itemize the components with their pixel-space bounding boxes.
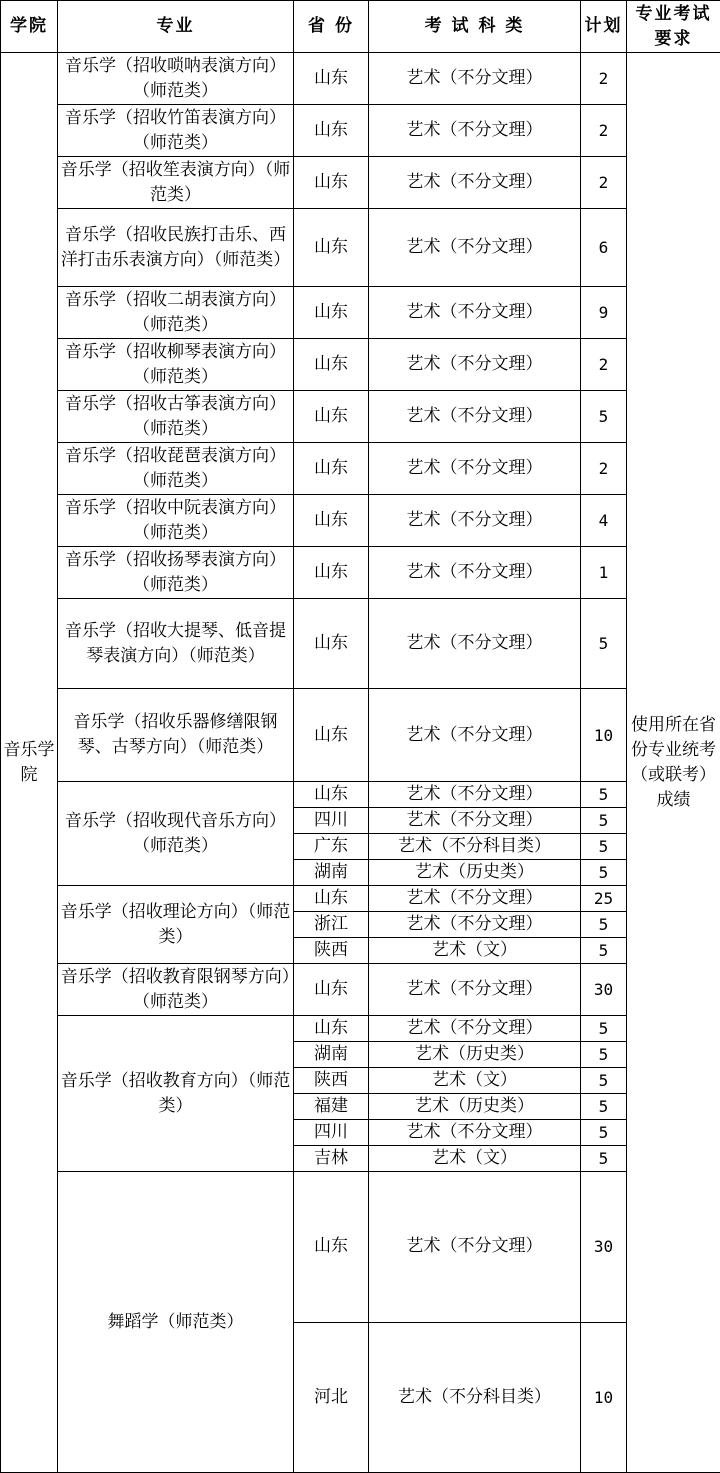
subject-cell: 艺术（不分文理） xyxy=(369,547,581,599)
major-cell: 舞蹈学（师范类） xyxy=(58,1172,294,1473)
plan-cell: 6 xyxy=(581,209,627,287)
plan-cell: 1 xyxy=(581,547,627,599)
subject-cell: 艺术（历史类） xyxy=(369,860,581,886)
province-cell: 山东 xyxy=(294,391,369,443)
subject-cell: 艺术（文） xyxy=(369,1146,581,1172)
plan-cell: 5 xyxy=(581,834,627,860)
major-cell: 音乐学（招收古筝表演方向）（师范类） xyxy=(58,391,294,443)
province-cell: 山东 xyxy=(294,1172,369,1323)
plan-cell: 2 xyxy=(581,53,627,105)
plan-cell: 30 xyxy=(581,964,627,1016)
province-cell: 山东 xyxy=(294,782,369,808)
plan-cell: 5 xyxy=(581,1094,627,1120)
plan-cell: 5 xyxy=(581,1068,627,1094)
subject-cell: 艺术（不分文理） xyxy=(369,443,581,495)
major-cell: 音乐学（招收唢呐表演方向）（师范类） xyxy=(58,53,294,105)
province-cell: 吉林 xyxy=(294,1146,369,1172)
major-cell: 音乐学（招收现代音乐方向）（师范类） xyxy=(58,782,294,886)
subject-cell: 艺术（不分文理） xyxy=(369,1016,581,1042)
table-row xyxy=(1,287,720,339)
plan-cell: 5 xyxy=(581,808,627,834)
table-row xyxy=(1,547,720,599)
subject-cell: 艺术（历史类） xyxy=(369,1094,581,1120)
header-province: 省 份 xyxy=(294,1,369,53)
province-cell: 山东 xyxy=(294,547,369,599)
province-cell: 山东 xyxy=(294,157,369,209)
province-cell: 山东 xyxy=(294,886,369,912)
major-cell: 音乐学（招收乐器修缮限钢琴、古琴方向）（师范类） xyxy=(58,689,294,782)
table-row xyxy=(1,1016,720,1042)
major-cell: 音乐学（招收琵琶表演方向）（师范类） xyxy=(58,443,294,495)
major-cell: 音乐学（招收大提琴、低音提琴表演方向）（师范类） xyxy=(58,599,294,689)
major-cell: 音乐学（招收教育限钢琴方向）（师范类） xyxy=(58,964,294,1016)
plan-cell: 5 xyxy=(581,938,627,964)
plan-cell: 5 xyxy=(581,1146,627,1172)
table-row xyxy=(1,964,720,1016)
plan-cell: 2 xyxy=(581,339,627,391)
subject-cell: 艺术（不分文理） xyxy=(369,209,581,287)
major-cell: 音乐学（招收民族打击乐、西洋打击乐表演方向）（师范类） xyxy=(58,209,294,287)
province-cell: 山东 xyxy=(294,689,369,782)
subject-cell: 艺术（不分文理） xyxy=(369,964,581,1016)
subject-cell: 艺术（不分科目类） xyxy=(369,1322,581,1473)
college-cell: 音乐学院 xyxy=(1,53,58,1473)
province-cell: 山东 xyxy=(294,53,369,105)
subject-cell: 艺术（不分文理） xyxy=(369,287,581,339)
province-cell: 湖南 xyxy=(294,1042,369,1068)
table-row xyxy=(1,391,720,443)
plan-cell: 30 xyxy=(581,1172,627,1323)
province-cell: 山东 xyxy=(294,287,369,339)
major-cell: 音乐学（招收扬琴表演方向）（师范类） xyxy=(58,547,294,599)
table-row xyxy=(1,689,720,782)
plan-cell: 5 xyxy=(581,860,627,886)
requirement-cell-music: 使用所在省份专业统考（或联考）成绩 xyxy=(627,53,720,1473)
major-cell: 音乐学（招收中阮表演方向）（师范类） xyxy=(58,495,294,547)
table-row xyxy=(1,209,720,287)
plan-cell: 4 xyxy=(581,495,627,547)
plan-cell: 9 xyxy=(581,287,627,339)
province-cell: 湖南 xyxy=(294,860,369,886)
plan-cell: 5 xyxy=(581,1120,627,1146)
plan-cell: 5 xyxy=(581,1042,627,1068)
subject-cell: 艺术（不分文理） xyxy=(369,782,581,808)
table-row xyxy=(1,105,720,157)
province-cell: 四川 xyxy=(294,808,369,834)
plan-cell: 5 xyxy=(581,782,627,808)
header-college: 学院 xyxy=(1,1,58,53)
plan-cell: 5 xyxy=(581,912,627,938)
major-cell: 音乐学（招收教育方向）（师范类） xyxy=(58,1016,294,1172)
plan-cell: 2 xyxy=(581,443,627,495)
subject-cell: 艺术（文） xyxy=(369,938,581,964)
table-row xyxy=(1,1172,720,1323)
province-cell: 广东 xyxy=(294,834,369,860)
province-cell: 陕西 xyxy=(294,1068,369,1094)
subject-cell: 艺术（不分文理） xyxy=(369,53,581,105)
major-cell: 音乐学（招收理论方向）（师范类） xyxy=(58,886,294,964)
subject-cell: 艺术（不分文理） xyxy=(369,1172,581,1323)
province-cell: 山东 xyxy=(294,964,369,1016)
province-cell: 山东 xyxy=(294,443,369,495)
plan-cell: 2 xyxy=(581,157,627,209)
subject-cell: 艺术（历史类） xyxy=(369,1042,581,1068)
province-cell: 山东 xyxy=(294,339,369,391)
major-cell: 音乐学（招收笙表演方向）（师范类） xyxy=(58,157,294,209)
province-cell: 山东 xyxy=(294,495,369,547)
subject-cell: 艺术（不分文理） xyxy=(369,157,581,209)
table-row xyxy=(1,495,720,547)
plan-cell: 5 xyxy=(581,599,627,689)
province-cell: 四川 xyxy=(294,1120,369,1146)
plan-cell: 5 xyxy=(581,391,627,443)
subject-cell: 艺术（不分科目类） xyxy=(369,834,581,860)
subject-cell: 艺术（不分文理） xyxy=(369,886,581,912)
header-row xyxy=(1,1,720,53)
table-row xyxy=(1,782,720,808)
table-row xyxy=(1,157,720,209)
subject-cell: 艺术（不分文理） xyxy=(369,689,581,782)
province-cell: 陕西 xyxy=(294,938,369,964)
province-cell: 河北 xyxy=(294,1322,369,1473)
table-row xyxy=(1,886,720,912)
province-cell: 浙江 xyxy=(294,912,369,938)
province-cell: 山东 xyxy=(294,105,369,157)
major-cell: 音乐学（招收竹笛表演方向）（师范类） xyxy=(58,105,294,157)
plan-cell: 10 xyxy=(581,1322,627,1473)
header-major: 专业 xyxy=(58,1,294,53)
subject-cell: 艺术（不分文理） xyxy=(369,105,581,157)
province-cell: 山东 xyxy=(294,1016,369,1042)
province-cell: 山东 xyxy=(294,599,369,689)
subject-cell: 艺术（不分文理） xyxy=(369,599,581,689)
province-cell: 福建 xyxy=(294,1094,369,1120)
major-cell: 音乐学（招收二胡表演方向）（师范类） xyxy=(58,287,294,339)
subject-cell: 艺术（不分文理） xyxy=(369,1120,581,1146)
table-row xyxy=(1,339,720,391)
table-row xyxy=(1,53,720,105)
subject-cell: 艺术（不分文理） xyxy=(369,495,581,547)
major-cell: 音乐学（招收柳琴表演方向）（师范类） xyxy=(58,339,294,391)
subject-cell: 艺术（不分文理） xyxy=(369,912,581,938)
subject-cell: 艺术（不分文理） xyxy=(369,808,581,834)
plan-cell: 2 xyxy=(581,105,627,157)
header-subject: 考 试 科 类 xyxy=(369,1,581,53)
subject-cell: 艺术（不分文理） xyxy=(369,339,581,391)
plan-cell: 10 xyxy=(581,689,627,782)
table-row xyxy=(1,599,720,689)
province-cell: 山东 xyxy=(294,209,369,287)
header-requirement: 专业考试要求 xyxy=(627,1,720,53)
plan-cell: 25 xyxy=(581,886,627,912)
subject-cell: 艺术（文） xyxy=(369,1068,581,1094)
header-plan: 计划 xyxy=(581,1,627,53)
plan-cell: 5 xyxy=(581,1016,627,1042)
subject-cell: 艺术（不分文理） xyxy=(369,391,581,443)
table-row xyxy=(1,443,720,495)
